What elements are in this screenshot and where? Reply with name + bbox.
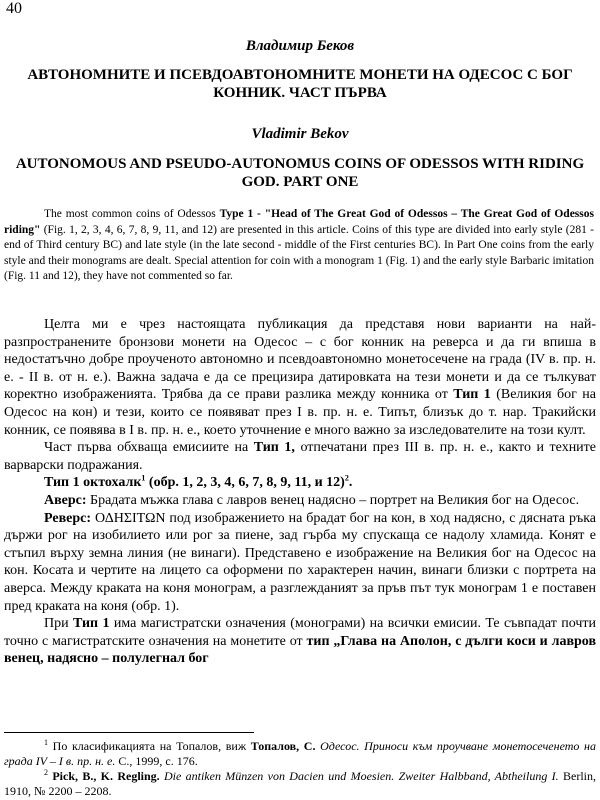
footnotes [4,739,596,799]
type-ref: Тип 1, [253,440,295,456]
footnote-number: 2 [44,768,48,777]
heading-text: . [348,475,353,491]
type-ref: тип „Глава на Аполон, с дълги коси и лавров венец, надясно – полулегнал бог [4,633,596,667]
body-text: ΟΔΗΣΙΤΩΝ под изображението на брадат бог на кон, в ход надясно, с дясната ръка държи рог на изобилието или рог за пиене, зад гърба му спускаща се надолу хламида. Конят е стъпил върху земна линия (не винаги). Представено е изображение на Великия бог на Одесос на кон. Косата и чертите на лицето са оформени по характерен начин, винаги близки с портрета на аверса. Между краката на коня монограм, а разглежданият за пръв път тук монограм 1 е поставен пред краката на коня (обр. 1). [4,510,596,614]
page-number: 40 [6,0,22,17]
footnote-ref: 1 [141,473,146,483]
footnote-1 [4,739,596,769]
footnote-title: Одесос. Приноси към проучване монетосеченето на града IV – I в. пр. н. е. [4,739,597,768]
type-ref: Тип 1 [453,387,491,403]
heading-text: Тип 1 октохалк [44,475,142,491]
footnote-title: Die antiken Münzen von Dacien und Moesien. Zweiter Halbband, Abtheilung I. [159,769,559,783]
english-abstract [4,207,594,285]
author-name-en: Vladimir Bekov [251,126,349,142]
abstract-text: The most common coins of Odessos [44,208,220,220]
heading-text: (обр. 1, 2, 3, 4, 6, 7, 8, 9, 11, и 12) [145,475,345,491]
article-body [4,316,596,668]
footnote-number: 1 [44,738,48,747]
footnote-divider [4,732,254,733]
footnote-ref: 2 [344,473,349,483]
body-paragraph-monograms [4,615,596,668]
author-name-bg: Владимир Беков [245,38,355,54]
term-label: Аверс: [44,492,87,508]
body-text: Целта ми е чрез настоящата публикация да представя нови варианти на най-разпространените бронзови монети на Одесос – с бог конник на реверса и да ги впиша в недостатъчно добре проученото автономно и псевдоавтономно монетосечене на града (IV в. пр. н. е. - II в. от н. е.). Важна задача е да се прецизира датировката на тези монети и да се тълкуват коректно изображенията. Трябва да се прави разлика между конника от [4,317,596,403]
footnote-2 [4,769,596,799]
body-paragraph-obverse [4,492,596,510]
abstract-type-name: Type 1 - "Head of The Great God of Odessos – The Great God of Odessos riding" [4,208,594,236]
type-heading [4,474,596,492]
body-text: Част първа обхваща емисиите на [44,440,254,456]
body-paragraph-reverse [4,510,596,616]
type-ref: Тип 1 [73,616,110,632]
footnote-text: С., 1999, с. 176. [115,754,198,768]
footnote-text: Berlin, 1910, № 2200 – 2208. [4,769,596,798]
footnote-text: По класификацията на Топалов, виж [48,739,251,753]
body-text: отпечатани през III в. пр. н. е., както и техните варварски подражания. [4,440,597,473]
article-title-en: AUTONOMOUS AND PSEUDO-AUTONOMUS COINS OF ODESSOS WITH RIDING GOD. PART ONE [15,156,585,190]
term-label: Реверс: [44,510,92,526]
footnote-author: Pick, B., K. Regling. [48,769,160,783]
article-title-bg: АВТОНОМНИТЕ И ПСЕВДОАВТОНОМНИТЕ МОНЕТИ НА ОДЕСОС С БОГ КОННИК. ЧАСТ ПЪРВА [27,67,573,101]
body-paragraph-scope [4,439,596,474]
body-text: (Великия бог на Одесос на кон) и тези, които се появяват през I в. пр. н. е. Типът, близък до т. нар. Тракийски конник, се появява в I в. пр. н. е., което уточнение е много важно за изследователите на този култ. [4,387,597,438]
body-paragraph-intro [4,316,596,439]
abstract-text-rest: (Fig. 1, 2, 3, 4, 6, 7, 8, 9, 11, and 12) are presented in this article. Coins of this type are divided into early style (281 - end of Third century BC) and late style (in the late second - middle of the First centuries BC). In Part One coins from the early style and their monograms are dealt. Special attention for coin with a monogram 1 (Fig. 1) and the early style Barbaric imitation (Fig. 11 and 12), they have not commented so far. [4,223,594,283]
body-text: При [44,616,73,632]
footnote-author: Топалов, С. [250,739,316,753]
body-text: има магистратски означения (монограми) на всички емисии. Те съвпадат почти точно с магистратските означения на монетите от [4,616,596,649]
body-text: Брадата мъжка глава с лавров венец надясно – портрет на Великия бог на Одесос. [86,492,580,508]
abstract-paragraph [4,207,594,285]
